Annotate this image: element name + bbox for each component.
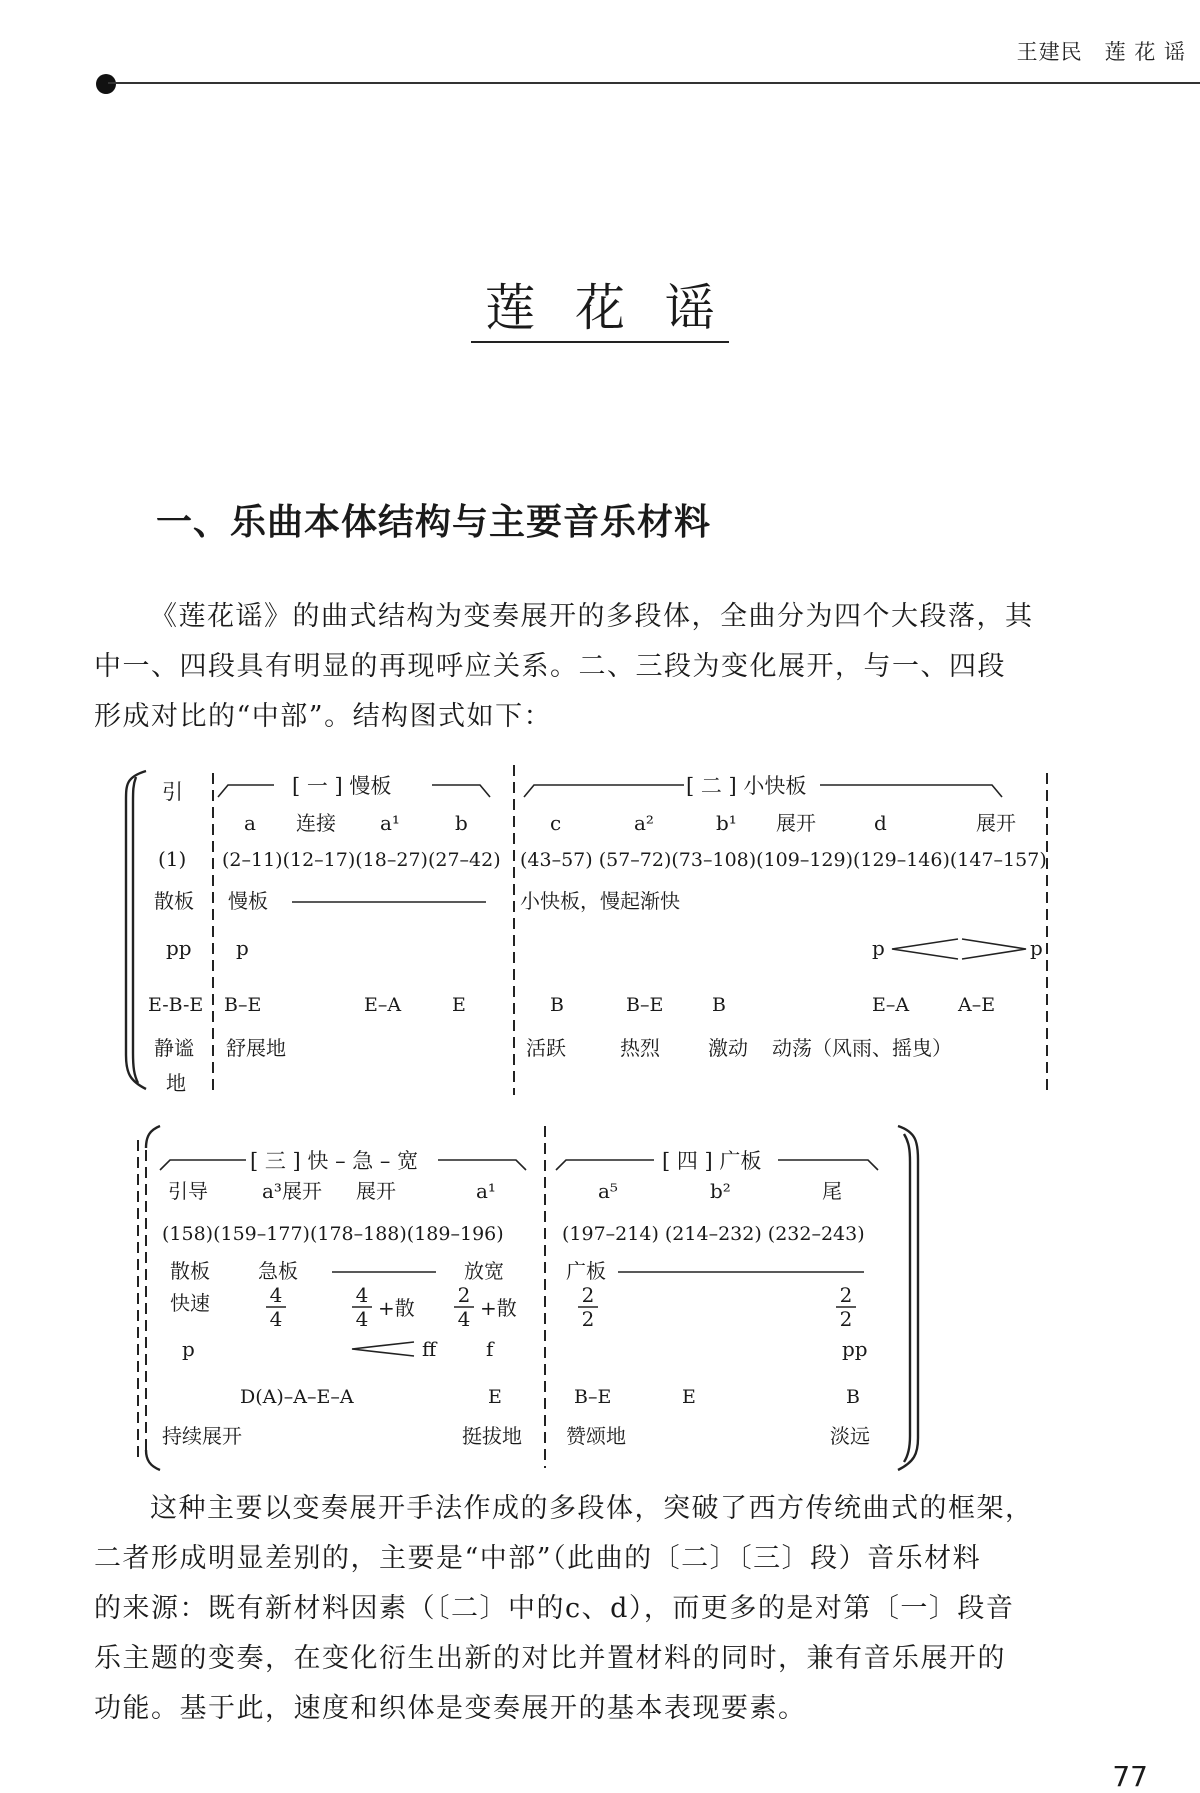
crescendo-hairpin <box>352 1342 414 1356</box>
left-bracket <box>126 771 146 1089</box>
intro-dynamic: pp <box>166 936 192 960</box>
section3-key: D(A)–A–E–A <box>240 1386 354 1408</box>
section1-mood: 舒展地 <box>226 1036 286 1060</box>
section3-tempo: 急板 <box>258 1259 298 1283</box>
meter-numerator: 2 <box>581 1283 595 1307</box>
section3-dynamic: f <box>486 1337 494 1361</box>
section1-bars: (2–11)(12–17)(18–27)(27–42) <box>222 849 501 871</box>
section2-key: B–E <box>626 994 664 1016</box>
section2-mood: 激动 <box>708 1036 748 1060</box>
meter-denominator: 4 <box>355 1307 369 1331</box>
section2-part: 展开 <box>776 811 816 835</box>
section2-key: E–A <box>872 994 910 1016</box>
paragraph-line: 的来源：既有新材料因素（〔二〕中的c、d），而更多的是对第〔一〕段音 <box>94 1593 1015 1624</box>
section1-brace-left <box>218 785 274 797</box>
header-bullet <box>96 74 116 94</box>
running-header <box>1017 36 1186 66</box>
section1-tempo: 慢板 <box>228 889 268 913</box>
paragraph-line: 乐主题的变奏，在变化衍生出新的对比并置材料的同时，兼有音乐展开的 <box>94 1643 1006 1674</box>
section1-dynamic: p <box>236 936 249 960</box>
section2-key: B <box>712 994 726 1016</box>
section4-key: E <box>682 1386 696 1408</box>
section1-part: b <box>455 811 468 835</box>
analysis-paragraph <box>94 1484 1094 1734</box>
section3-dynamic: p <box>182 1337 195 1361</box>
meter-denominator: 4 <box>269 1307 283 1331</box>
section1-brace-right <box>432 785 490 797</box>
section4-tempo: 广板 <box>566 1259 606 1283</box>
meter-denominator: 2 <box>581 1307 595 1331</box>
left-bracket-top <box>146 1126 160 1148</box>
paragraph-line: 这种主要以变奏展开手法作成的多段体，突破了西方传统曲式的框架， <box>150 1493 1034 1524</box>
header-rule <box>108 82 1200 84</box>
section3-dynamic: ff <box>422 1337 437 1361</box>
section3-tempo: 放宽 <box>464 1259 504 1283</box>
section3-brace-left <box>160 1160 246 1170</box>
section2-bars: (43–57) (57–72)(73–108)(109–129)(129–146)(147–157) <box>520 849 1047 871</box>
section1-part: a¹ <box>380 811 400 835</box>
section2-dynamic: p <box>872 936 885 960</box>
section4-key: B–E <box>574 1386 612 1408</box>
meter-denominator: 4 <box>457 1307 471 1331</box>
section4-title: [ 四 ] 广板 <box>662 1149 762 1173</box>
page-title <box>0 268 1200 340</box>
meter-2-2 <box>578 1283 598 1331</box>
section2-brace-right <box>820 785 1002 797</box>
meter-numerator: 4 <box>269 1283 283 1307</box>
section3-part: a³展开 <box>262 1179 322 1203</box>
section3-key: E <box>488 1386 502 1408</box>
section4-brace-left <box>556 1160 654 1170</box>
intro-mood: 地 <box>166 1071 186 1095</box>
section3-mood: 持续展开 <box>162 1424 242 1448</box>
section1-key: E <box>452 994 466 1016</box>
section-heading: 一、乐曲本体结构与主要音乐材料 <box>156 502 712 543</box>
right-bracket <box>898 1126 918 1470</box>
section3-mood: 挺拔地 <box>462 1424 522 1448</box>
paragraph-line: 《莲花谣》的曲式结构为变奏展开的多段体，全曲分为四个大段落，其 <box>150 601 1034 632</box>
section3-part: 展开 <box>356 1179 396 1203</box>
meter-4-4 <box>266 1283 286 1331</box>
section1-part: a <box>244 811 256 835</box>
section4-dynamic: pp <box>842 1337 868 1361</box>
meter-2-4-plus-free <box>454 1283 517 1331</box>
section4-part: b² <box>710 1179 731 1203</box>
section3-tempo: 散板 <box>170 1259 210 1283</box>
decrescendo-hairpin <box>962 939 1026 959</box>
section4-part: a⁵ <box>598 1179 618 1203</box>
section2-part: b¹ <box>716 811 737 835</box>
section4-bars: (197–214) (214–232) (232–243) <box>562 1223 865 1245</box>
section3-title: [ 三 ] 快 – 急 – 宽 <box>250 1149 419 1173</box>
meter-numerator: 4 <box>355 1283 369 1307</box>
section2-part: a² <box>634 811 654 835</box>
section4-brace-right <box>778 1160 878 1170</box>
section2-key: B <box>550 994 564 1016</box>
meter-denominator: 2 <box>839 1307 853 1331</box>
section2-part: 展开 <box>976 811 1016 835</box>
page-title-text: 莲 花 谣 <box>471 279 729 343</box>
section2-part: d <box>874 811 887 835</box>
header-author: 王建民 <box>1016 40 1083 64</box>
left-bracket-inner <box>133 777 138 1083</box>
section4-key: B <box>846 1386 860 1408</box>
intro-paragraph <box>94 592 1094 742</box>
section2-mood: 活跃 <box>526 1036 566 1060</box>
section4-part: 尾 <box>822 1179 842 1203</box>
intro-key: E-B-E <box>148 994 204 1016</box>
paragraph-line: 中一、四段具有明显的再现呼应关系。二、三段为变化展开，与一、四段 <box>94 651 1006 682</box>
section3-tempo: 快速 <box>170 1291 210 1315</box>
header-work-title: 莲 花 谣 <box>1104 40 1186 64</box>
section2-part: c <box>550 811 562 835</box>
meter-suffix: +散 <box>378 1296 415 1320</box>
section2-mood: 动荡（风雨、摇曳） <box>772 1036 952 1060</box>
section1-key: B–E <box>224 994 262 1016</box>
section2-title: [ 二 ] 小快板 <box>686 774 807 798</box>
left-bracket-bottom <box>146 1450 160 1470</box>
section2-key: A–E <box>958 994 996 1016</box>
section1-part: 连接 <box>296 811 336 835</box>
meter-numerator: 2 <box>839 1283 853 1307</box>
section4-mood: 赞颂地 <box>566 1424 626 1448</box>
section1-title: [ 一 ] 慢板 <box>292 774 392 798</box>
section3-bars: (158)(159–177)(178–188)(189–196) <box>162 1223 504 1245</box>
section2-dynamic: p <box>1030 936 1043 960</box>
section1-key: E–A <box>364 994 402 1016</box>
section3-part: 引导 <box>168 1179 208 1203</box>
paragraph-line: 二者形成明显差别的，主要是“中部”（此曲的〔二〕〔三〕段）音乐材料 <box>94 1543 982 1574</box>
section2-tempo: 小快板，慢起渐快 <box>520 889 680 913</box>
intro-mood: 静谧 <box>154 1036 194 1060</box>
structure-diagram-part2 <box>0 1120 1200 1475</box>
section2-brace-left <box>524 785 684 797</box>
right-bracket-inner <box>904 1134 910 1462</box>
meter-numerator: 2 <box>457 1283 471 1307</box>
page-number: 77 <box>1112 1760 1148 1793</box>
structure-diagram-part1 <box>0 755 1200 1115</box>
paragraph-line: 功能。基于此，速度和织体是变奏展开的基本表现要素。 <box>94 1693 807 1724</box>
meter-suffix: +散 <box>480 1296 517 1320</box>
section2-mood: 热烈 <box>620 1036 660 1060</box>
section3-brace-right <box>438 1160 526 1170</box>
intro-tempo: 散板 <box>154 889 194 913</box>
section3-part: a¹ <box>476 1179 496 1203</box>
intro-bars: (1) <box>158 847 187 871</box>
section4-mood: 淡远 <box>830 1424 870 1448</box>
crescendo-hairpin <box>892 939 958 959</box>
meter-2-2 <box>836 1283 856 1331</box>
paragraph-line: 形成对比的“中部”。结构图式如下： <box>94 701 553 732</box>
intro-label: 引 <box>162 780 183 804</box>
meter-4-4-plus-free <box>352 1283 415 1331</box>
